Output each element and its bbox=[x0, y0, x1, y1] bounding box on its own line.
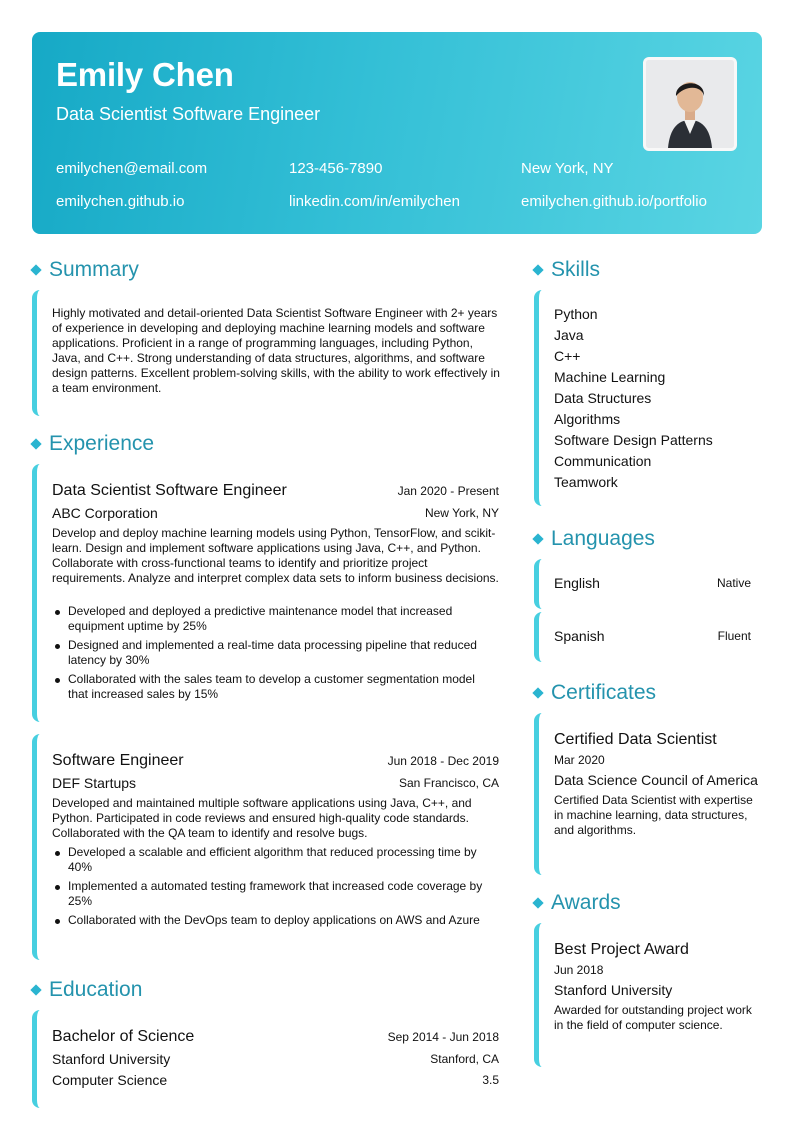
language-level: Fluent bbox=[717, 629, 751, 643]
education-location: Stanford, CA bbox=[430, 1052, 499, 1066]
profile-photo bbox=[643, 57, 737, 151]
job-card bbox=[32, 734, 498, 960]
diamond-icon bbox=[532, 897, 543, 908]
awards-heading bbox=[532, 891, 621, 915]
job-card bbox=[32, 464, 498, 722]
awards-heading-label: Awards bbox=[551, 891, 621, 914]
skills-heading bbox=[532, 258, 600, 282]
diamond-icon bbox=[30, 438, 41, 449]
language-name: English bbox=[554, 575, 600, 591]
diamond-icon bbox=[532, 533, 543, 544]
list-item: Implemented a automated testing framework that increased code coverage by 25% bbox=[52, 879, 492, 909]
award-date: Jun 2018 bbox=[554, 963, 604, 977]
education-dates: Sep 2014 - Jun 2018 bbox=[387, 1030, 499, 1044]
award-name: Best Project Award bbox=[554, 941, 689, 958]
certificates-heading bbox=[532, 681, 656, 705]
languages-heading bbox=[532, 527, 655, 551]
resume-header bbox=[32, 32, 762, 234]
summary-heading-label: Summary bbox=[49, 258, 139, 281]
job-description: Develop and deploy machine learning models using Python, TensorFlow, and scikit-learn. Design and implement software applications using Java, C++, and Python. Collaborate with cross-functional teams to identify and prioritize project requirements. Analyze and interpret complex data sets to inform business decisions. bbox=[52, 526, 499, 585]
language-card bbox=[534, 559, 762, 609]
contact-phone[interactable]: 123-456-7890 bbox=[289, 160, 383, 177]
experience-heading-label: Experience bbox=[49, 432, 155, 455]
list-item: Collaborated with the DevOps team to deploy applications on AWS and Azure bbox=[52, 913, 492, 928]
job-company: DEF Startups bbox=[52, 775, 137, 791]
job-dates: Jan 2020 - Present bbox=[397, 484, 499, 498]
list-item: Developed a scalable and efficient algorithm that reduced processing time by 40% bbox=[52, 845, 492, 875]
list-item: Collaborated with the sales team to develop a customer segmentation model that increased sales by 15% bbox=[52, 672, 492, 702]
education-heading-label: Education bbox=[49, 978, 143, 1001]
certificates-heading-label: Certificates bbox=[551, 681, 657, 704]
list-item: Designed and implemented a real-time data processing pipeline that reduced latency by 30% bbox=[52, 638, 492, 668]
education-gpa: 3.5 bbox=[482, 1073, 499, 1087]
certificate-issuer: Data Science Council of America bbox=[554, 772, 758, 788]
language-level: Native bbox=[716, 576, 751, 590]
skill-item: Java bbox=[554, 327, 584, 343]
certificate-date: Mar 2020 bbox=[554, 753, 605, 767]
contact-location: New York, NY bbox=[521, 160, 614, 177]
job-location: New York, NY bbox=[424, 506, 499, 520]
education-heading bbox=[30, 978, 142, 1002]
skills-heading-label: Skills bbox=[551, 258, 601, 281]
skill-item: Communication bbox=[554, 453, 652, 469]
certificate-card bbox=[534, 713, 762, 875]
job-achievements bbox=[52, 845, 492, 932]
job-location: San Francisco, CA bbox=[398, 776, 499, 790]
diamond-icon bbox=[532, 264, 543, 275]
job-title: Data Scientist Software Engineer bbox=[52, 482, 287, 499]
skill-item: Machine Learning bbox=[554, 369, 666, 385]
summary-card bbox=[32, 290, 498, 416]
skill-item: Software Design Patterns bbox=[554, 432, 713, 448]
diamond-icon bbox=[30, 984, 41, 995]
award-description: Awarded for outstanding project work in the field of computer science. bbox=[554, 1003, 752, 1032]
language-card bbox=[534, 612, 762, 662]
skill-item: Teamwork bbox=[554, 474, 618, 490]
job-title: Software Engineer bbox=[52, 752, 184, 769]
skill-item: C++ bbox=[554, 348, 581, 364]
candidate-title: Data Scientist Software Engineer bbox=[56, 104, 321, 124]
list-item: Developed and deployed a predictive maintenance model that increased equipment uptime by 25% bbox=[52, 604, 492, 634]
education-card bbox=[32, 1010, 498, 1108]
award-issuer: Stanford University bbox=[554, 982, 673, 998]
skill-item: Algorithms bbox=[554, 411, 621, 427]
summary-text: Highly motivated and detail-oriented Data Scientist Software Engineer with 2+ years of experience in developing and deploying machine learning models and software applications. Proficient in a range of programming languages, including Python, Java, and C++. Strong understanding of data structures, algorithms, and software design patterns. Excellent problem-solving skills, with the ability to work effectively in a team environment. bbox=[52, 306, 500, 395]
diamond-icon bbox=[532, 687, 543, 698]
certificate-description: Certified Data Scientist with expertise in machine learning, data structures, and algorithms. bbox=[554, 793, 753, 837]
skill-item: Python bbox=[554, 306, 598, 322]
skill-item: Data Structures bbox=[554, 390, 652, 406]
contact-website[interactable]: emilychen.github.io bbox=[56, 193, 185, 210]
job-achievements bbox=[52, 604, 492, 706]
job-company: ABC Corporation bbox=[52, 505, 158, 521]
job-description: Developed and maintained multiple software applications using Java, C++, and Python. Participated in code reviews and ensured high-quality code standards. Collaborated with the QA team to identify and resolve bugs. bbox=[52, 796, 472, 840]
education-school: Stanford University bbox=[52, 1051, 171, 1067]
education-major: Computer Science bbox=[52, 1072, 168, 1088]
contact-portfolio[interactable]: emilychen.github.io/portfolio bbox=[521, 193, 707, 210]
contact-linkedin[interactable]: linkedin.com/in/emilychen bbox=[289, 193, 460, 210]
job-dates: Jun 2018 - Dec 2019 bbox=[387, 754, 499, 768]
education-degree: Bachelor of Science bbox=[52, 1028, 195, 1045]
languages-heading-label: Languages bbox=[551, 527, 655, 550]
skills-card bbox=[534, 290, 762, 506]
experience-heading bbox=[30, 432, 154, 456]
candidate-name: Emily Chen bbox=[56, 56, 234, 93]
contact-email[interactable]: emilychen@email.com bbox=[56, 160, 208, 177]
award-card bbox=[534, 923, 762, 1067]
summary-heading bbox=[30, 258, 139, 282]
language-name: Spanish bbox=[554, 628, 605, 644]
skills-list bbox=[554, 304, 713, 493]
certificate-name: Certified Data Scientist bbox=[554, 731, 717, 748]
diamond-icon bbox=[30, 264, 41, 275]
